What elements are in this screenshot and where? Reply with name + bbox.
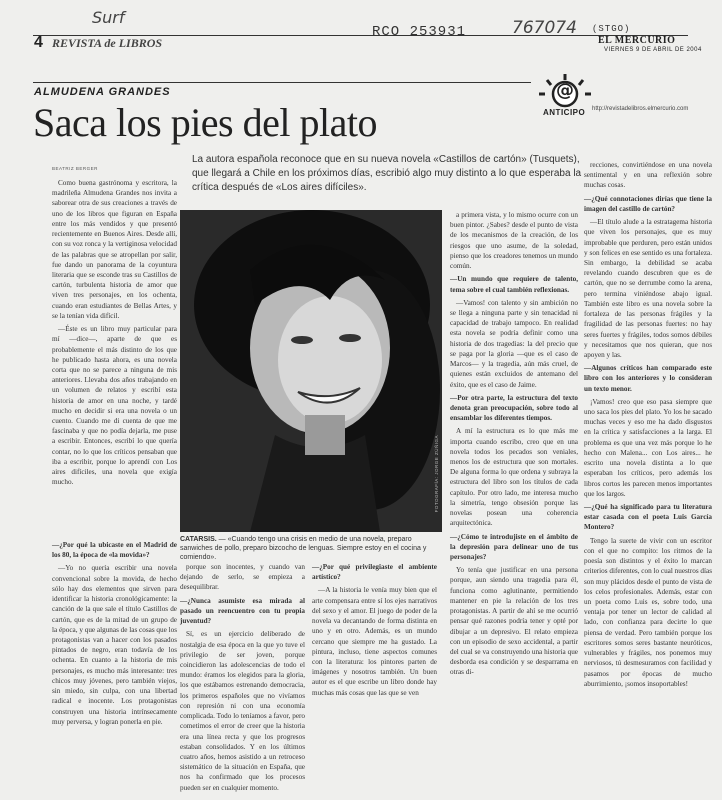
- portrait-image: [180, 210, 442, 532]
- author-kicker: ALMUDENA GRANDES: [34, 86, 171, 98]
- article-column-1b: [52, 540, 177, 794]
- issue-date: VIERNES 9 DE ABRIL DE 2004: [604, 47, 702, 53]
- paragraph: Sí, es un ejercicio deliberado de nostalgia de esa época en la que yo tuve el privilegio de ser joven, porque coincidieron las adolescencias de todo el mundo: éramos los elegidos para la gloria, los que estábamos estrenando democracia, los primeros españoles que no vivíamos con represión ni con una economía complicada. Todo lo teníamos a favor, pero cometimos el error de creer que la historia era una línea recta y que los progresos estaban consolidados. Y en los últimos cuatro años, hemos asistido a un retroceso sistemático de la situación en España, que nos ha confirmado que los procesos pueden ser en cualquier momento.: [180, 630, 305, 792]
- archive-stamp-code: RCO 253931: [372, 24, 467, 40]
- article-column-1a: [52, 178, 177, 530]
- anticipo-label: ANTICIPO: [543, 108, 586, 117]
- byline: BEATRIZ BERGER: [52, 166, 98, 171]
- paragraph: Tengo la suerte de vivir con un escritor con el que no compito: los ritmos de la poesía son distintos y el éxito lo marcan criterios diferentes, con lo cual nuestros días son muy plácidos desde el punto de vista de los celos profesionales. Además, estar con un poeta como Luis es, sobre todo, una ventaja por tener un lector de calidad al lado, con confianza para decirte lo que piensa de verdad. Pero también porque los escritores somos seres bastante neuróticos, vulnerables y frágiles, nos ponemos muy nerviosos, tú desmesuramos con facilidad y pasamos por épocas de mucho aburrimiento, ¡somos insoportables!: [584, 536, 712, 688]
- photo-caption: [180, 535, 442, 562]
- handwritten-number: 767074: [512, 18, 577, 38]
- paragraph: —Éste es un libro muy particular para mí —dice—, aparte de que es probablemente el más distinto de los que he publicado hasta ahora, es una novela corta que no se parece a ninguna de mis anteriores. Llevaba dos años trabajando en un volumen de relatos y escribí esta historia de amor en una noche, y tardé mucho en decidir si era una novela o un cuento. Cuando me di cuenta de que me fascinaba y que no podía dejarla, me puse a escribir. Entonces, escribí lo que quería contar, no lo que los críticos pensaban que iba a escribir, porque lo aprendí con Los aires difíciles, una novela que exigía mucho.: [52, 325, 177, 487]
- question: —¿Por qué privilegiaste el ambiente artístico?: [312, 563, 437, 582]
- paragraph: —El título alude a la estratagema historia que viven los personajes, que es muy improbable que perduren, pero están unidos y son felices en ese sentido es una fortaleza. Sin embargo, la debilidad se acaba revelando cuando descubren que es de cartón, que no se derrumbe como la arena, pero termina viniéndose abajo igual. También este libro es una novela sobre la fortaleza de las personas frágiles y la fragilidad de las personas fuertes: no hay seres fuertes y frágiles, todos somos débiles y necesitamos que nos quieran, que nos apoyen y las.: [584, 218, 712, 359]
- article-column-3: [450, 210, 578, 794]
- caption-lead: CATARSIS.: [180, 536, 217, 543]
- paragraph: A mí la estructura es lo que más me importa cuando escribo, creo que en una novela todos los pecados son veniales, menos los de estructura que son mortales. De alguna forma lo que ordena y subraya la estructura del libro son los títulos de cada capítulo. Por otro lado, me interesa mucho la simetría, tengo obsesión porque las novelas posean una coherencia arquitectónica.: [450, 427, 578, 528]
- paragraph: recciones, convirtiéndose en una novela sentimental y en una reflexión sobre muchas cosas.: [584, 161, 712, 190]
- article-column-2: [180, 562, 305, 794]
- logo-url[interactable]: http://revistadelibros.elmercurio.com: [592, 106, 689, 112]
- photo-credit: FOTOGRAFÍA: JORGE ZÚÑIGA: [434, 434, 439, 512]
- anticipo-logo: [533, 72, 597, 118]
- question: —¿Nunca asumiste esa mirada al pasado un reencuentro con tu propia juventud?: [180, 596, 305, 626]
- page-number: 4: [34, 34, 43, 51]
- caption-text: — «Cuando tengo una crisis en medio de una novela, preparo sanwiches de pollo, preparo bizcocho de lenguas. Siempre estoy en el cocina y comiendo».: [180, 536, 427, 562]
- paragraph: a primera vista, y lo mismo ocurre con un buen pintor. ¿Sabes? desde el punto de vista de los mecanismos de la creación, de los riesgos que uno asume, de la soledad, pienso que los creadores tenemos un mundo común.: [450, 211, 578, 271]
- question: —¿Cómo te introdujiste en el ámbito de la depresión para delinear uno de tus personajes?: [450, 532, 578, 561]
- kicker-rule: [33, 82, 531, 83]
- handwritten-note: Surf: [92, 8, 125, 27]
- at-symbol-icon: @: [556, 80, 574, 101]
- question: —¿Por qué la ubicaste en el Madrid de los 80, la época de «la movida»?: [52, 541, 177, 560]
- question: —Algunos críticos han comparado este libro con los anteriores y lo consideran un texto menor.: [584, 364, 712, 393]
- question: —Por otra parte, la estructura del texto denota gran preocupación, sobre todo al ensamblar los diferentes tiempos.: [450, 393, 578, 423]
- archive-stamp-tag: (STGO): [592, 24, 631, 34]
- paragraph: Yo tenía que justificar en una persona porque, aun siendo una tragedia para él, funciona como aglutinante, permitiendo mantener en pie la relación de los tres protagonistas. A partir de ahí se me ocurrió pensar qué razones podría tener y opté por dibujar a un depresivo. El relato empieza con un episodio de sexo accidental, a partir del cual se va construyendo una historia que desborda esa condición y se desparrama en otras di-: [450, 566, 578, 677]
- question: —¿Qué connotaciones dirías que tiene la imagen del castillo de cartón?: [584, 194, 712, 213]
- question: —¿Qué ha significado para tu literatura estar casada con el poeta Luis García Montero?: [584, 503, 712, 532]
- paragraph: —A la historia le venía muy bien que el arte compensara entre sí los ejes narrativos del sexo y el amor. El juego de poder de la novela va decantando de forma distinta en uno y en otro. Además, es un mundo cercano que siempre me ha gustado. La pintura, incluso, tiene aspectos comunes con la literatura: los pintores parten de imágenes y nosotros también. Un buen autor es el que escribe un libro donde hay muchas más cosas que las que se ven: [312, 586, 437, 697]
- author-photo: [180, 210, 442, 532]
- paragraph: —Yo no quería escribir una novela convencional sobre la movida, de hecho sólo hay dos elementos que sirven para identificar la historia cronológicamente: la canción de la que sale el título Castillos de cartón, que es de la mitad de un grupo de la época, y que algunas de las cosas que los protagonistas van a hacer con los pasados pintados de negro, eran todavía de los ochenta. En cuanto a la historia de mis personajes, es mucho más interesante: tres chicos muy jóvenes, pero también viejos, sin miedo, sin culpa, con una libertad radical e inocente. Los protagonistas construyen una historia intrínsecamente muy perversa, y logran ponerla en pie.: [52, 564, 177, 726]
- question: —Un mundo que requiere de talento, tema sobre el cual también reflexionas.: [450, 275, 578, 294]
- paragraph: porque son inocentes, y cuando van dejando de serlo, se empieza a desequilibrar.: [180, 563, 305, 592]
- newspaper-name: EL MERCURIO: [598, 35, 676, 46]
- article-column-2b: [312, 562, 437, 794]
- paragraph: —Vamos! con talento y sin ambición no se llega a ninguna parte y sin tenacidad ni capacidad de trabajo tampoco. En realidad esta novela se podría definir como una historia de dos tragedias: la del precio que se paga por la gloria —que es el caso de Marcos— y la tragedia, aún más cruel, de quienes están excluidos de antemano del éxito, que es el caso de Jaime.: [450, 298, 578, 389]
- article-column-4: [584, 160, 712, 794]
- paragraph: Como buena gastrónoma y escritora, la madrileña Almudena Grandes nos invita a saborear otra de sus creaciones a través de uno de los libros que figuran en España entre los más vendidos y que presentó recientemente en Buenos Aires. Desde allí, con su voz ronca y la vertiginosa velocidad de las palabras que se atropellan por salir, fue dando un panorama de la coyuntura literaria que se esconde tras su Castillos de cartón, turbulenta historia de amor que viven tres personajes, en los ochenta, cuando eran estudiantes de Bellas Artes, y se la tenían vida difícil.: [52, 179, 177, 320]
- section-title: REVISTA de LIBROS: [52, 36, 163, 50]
- paragraph: ¡Vamos! creo que eso pasa siempre que uno saca los pies del plato. Yo los he sacado muchas veces y eso me ha dado disgustos en la crítica y satisfacciones a la larga. El problema es que una vez más porque lo he hecho con Malena... con Los aires... he escrito una novela distinta a lo que esperaban los críticos, pero además los libros cortos les parecen menos importantes que los largos.: [584, 397, 712, 498]
- intro-dek: La autora española reconoce que en su nueva novela «Castillos de cartón» (Tusquets), que llegará a Chile en los próximos días, escribió algo muy distinto a lo que esperaba la crítica después de «Los aires difíciles».: [192, 154, 582, 193]
- headline: Saca los pies del plato: [33, 100, 377, 145]
